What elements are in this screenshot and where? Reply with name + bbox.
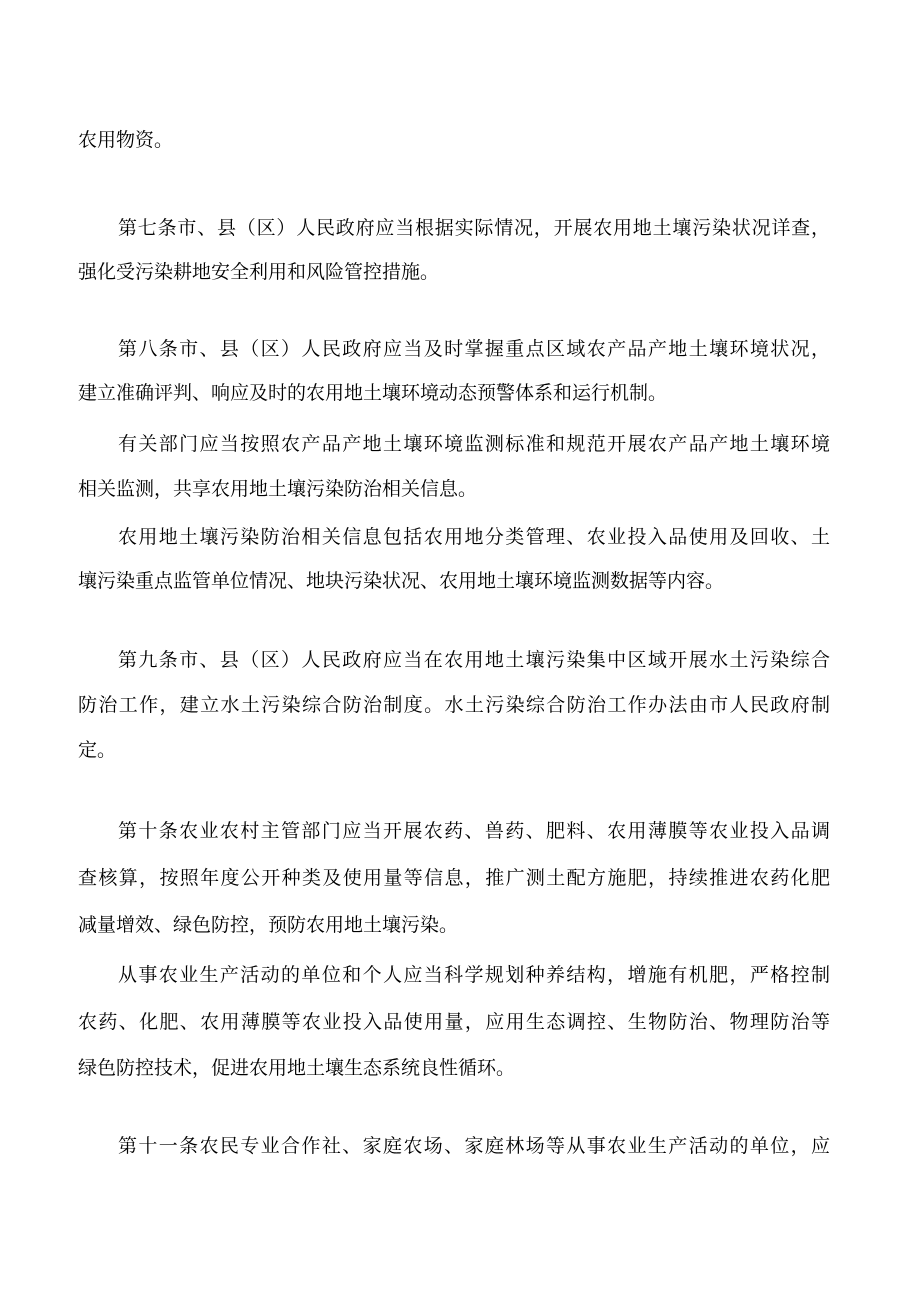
text-line: 防治工作，建立水土污染综合防治制度。水土污染综合防治工作办法由市人民政府制 xyxy=(78,694,830,716)
text-line: 定。 xyxy=(78,739,117,761)
text-line: 强化受污染耕地安全利用和风险管控措施。 xyxy=(78,261,440,283)
text-line: 第七条市、县（区）人民政府应当根据实际情况，开展农用地土壤污染状况详查， xyxy=(118,217,830,239)
text-line: 第十条农业农村主管部门应当开展农药、兽药、肥料、农用薄膜等农业投入品调 xyxy=(118,820,830,842)
text-line: 从事农业生产活动的单位和个人应当科学规划种养结构，增施有机肥，严格控制 xyxy=(118,964,830,986)
text-line: 第九条市、县（区）人民政府应当在农用地土壤污染集中区域开展水土污染综合 xyxy=(118,649,830,671)
text-line: 第八条市、县（区）人民政府应当及时掌握重点区域农产品产地土壤环境状况， xyxy=(118,338,830,360)
text-line: 壤污染重点监管单位情况、地块污染状况、农用地土壤环境监测数据等内容。 xyxy=(78,570,725,592)
text-line: 减量增效、绿色防控，预防农用地土壤污染。 xyxy=(78,914,459,936)
text-line: 绿色防控技术，促进农用地土壤生态系统良性循环。 xyxy=(78,1057,516,1079)
text-line: 查核算，按照年度公开种类及使用量等信息，推广测土配方施肥，持续推进农药化肥 xyxy=(78,867,830,889)
text-line: 农药、化肥、农用薄膜等农业投入品使用量，应用生态调控、生物防治、物理防治等 xyxy=(78,1011,830,1033)
text-line: 农用物资。 xyxy=(78,129,174,151)
text-line: 建立准确评判、响应及时的农用地土壤环境动态预警体系和运行机制。 xyxy=(78,382,668,404)
text-line: 有关部门应当按照农产品产地土壤环境监测标准和规范开展农产品产地土壤环境 xyxy=(118,433,830,455)
text-line: 农用地土壤污染防治相关信息包括农用地分类管理、农业投入品使用及回收、土 xyxy=(118,526,830,548)
text-line: 相关监测，共享农用地土壤污染防治相关信息。 xyxy=(78,478,478,500)
text-line: 第十一条农民专业合作社、家庭农场、家庭林场等从事农业生产活动的单位，应 xyxy=(118,1135,830,1157)
